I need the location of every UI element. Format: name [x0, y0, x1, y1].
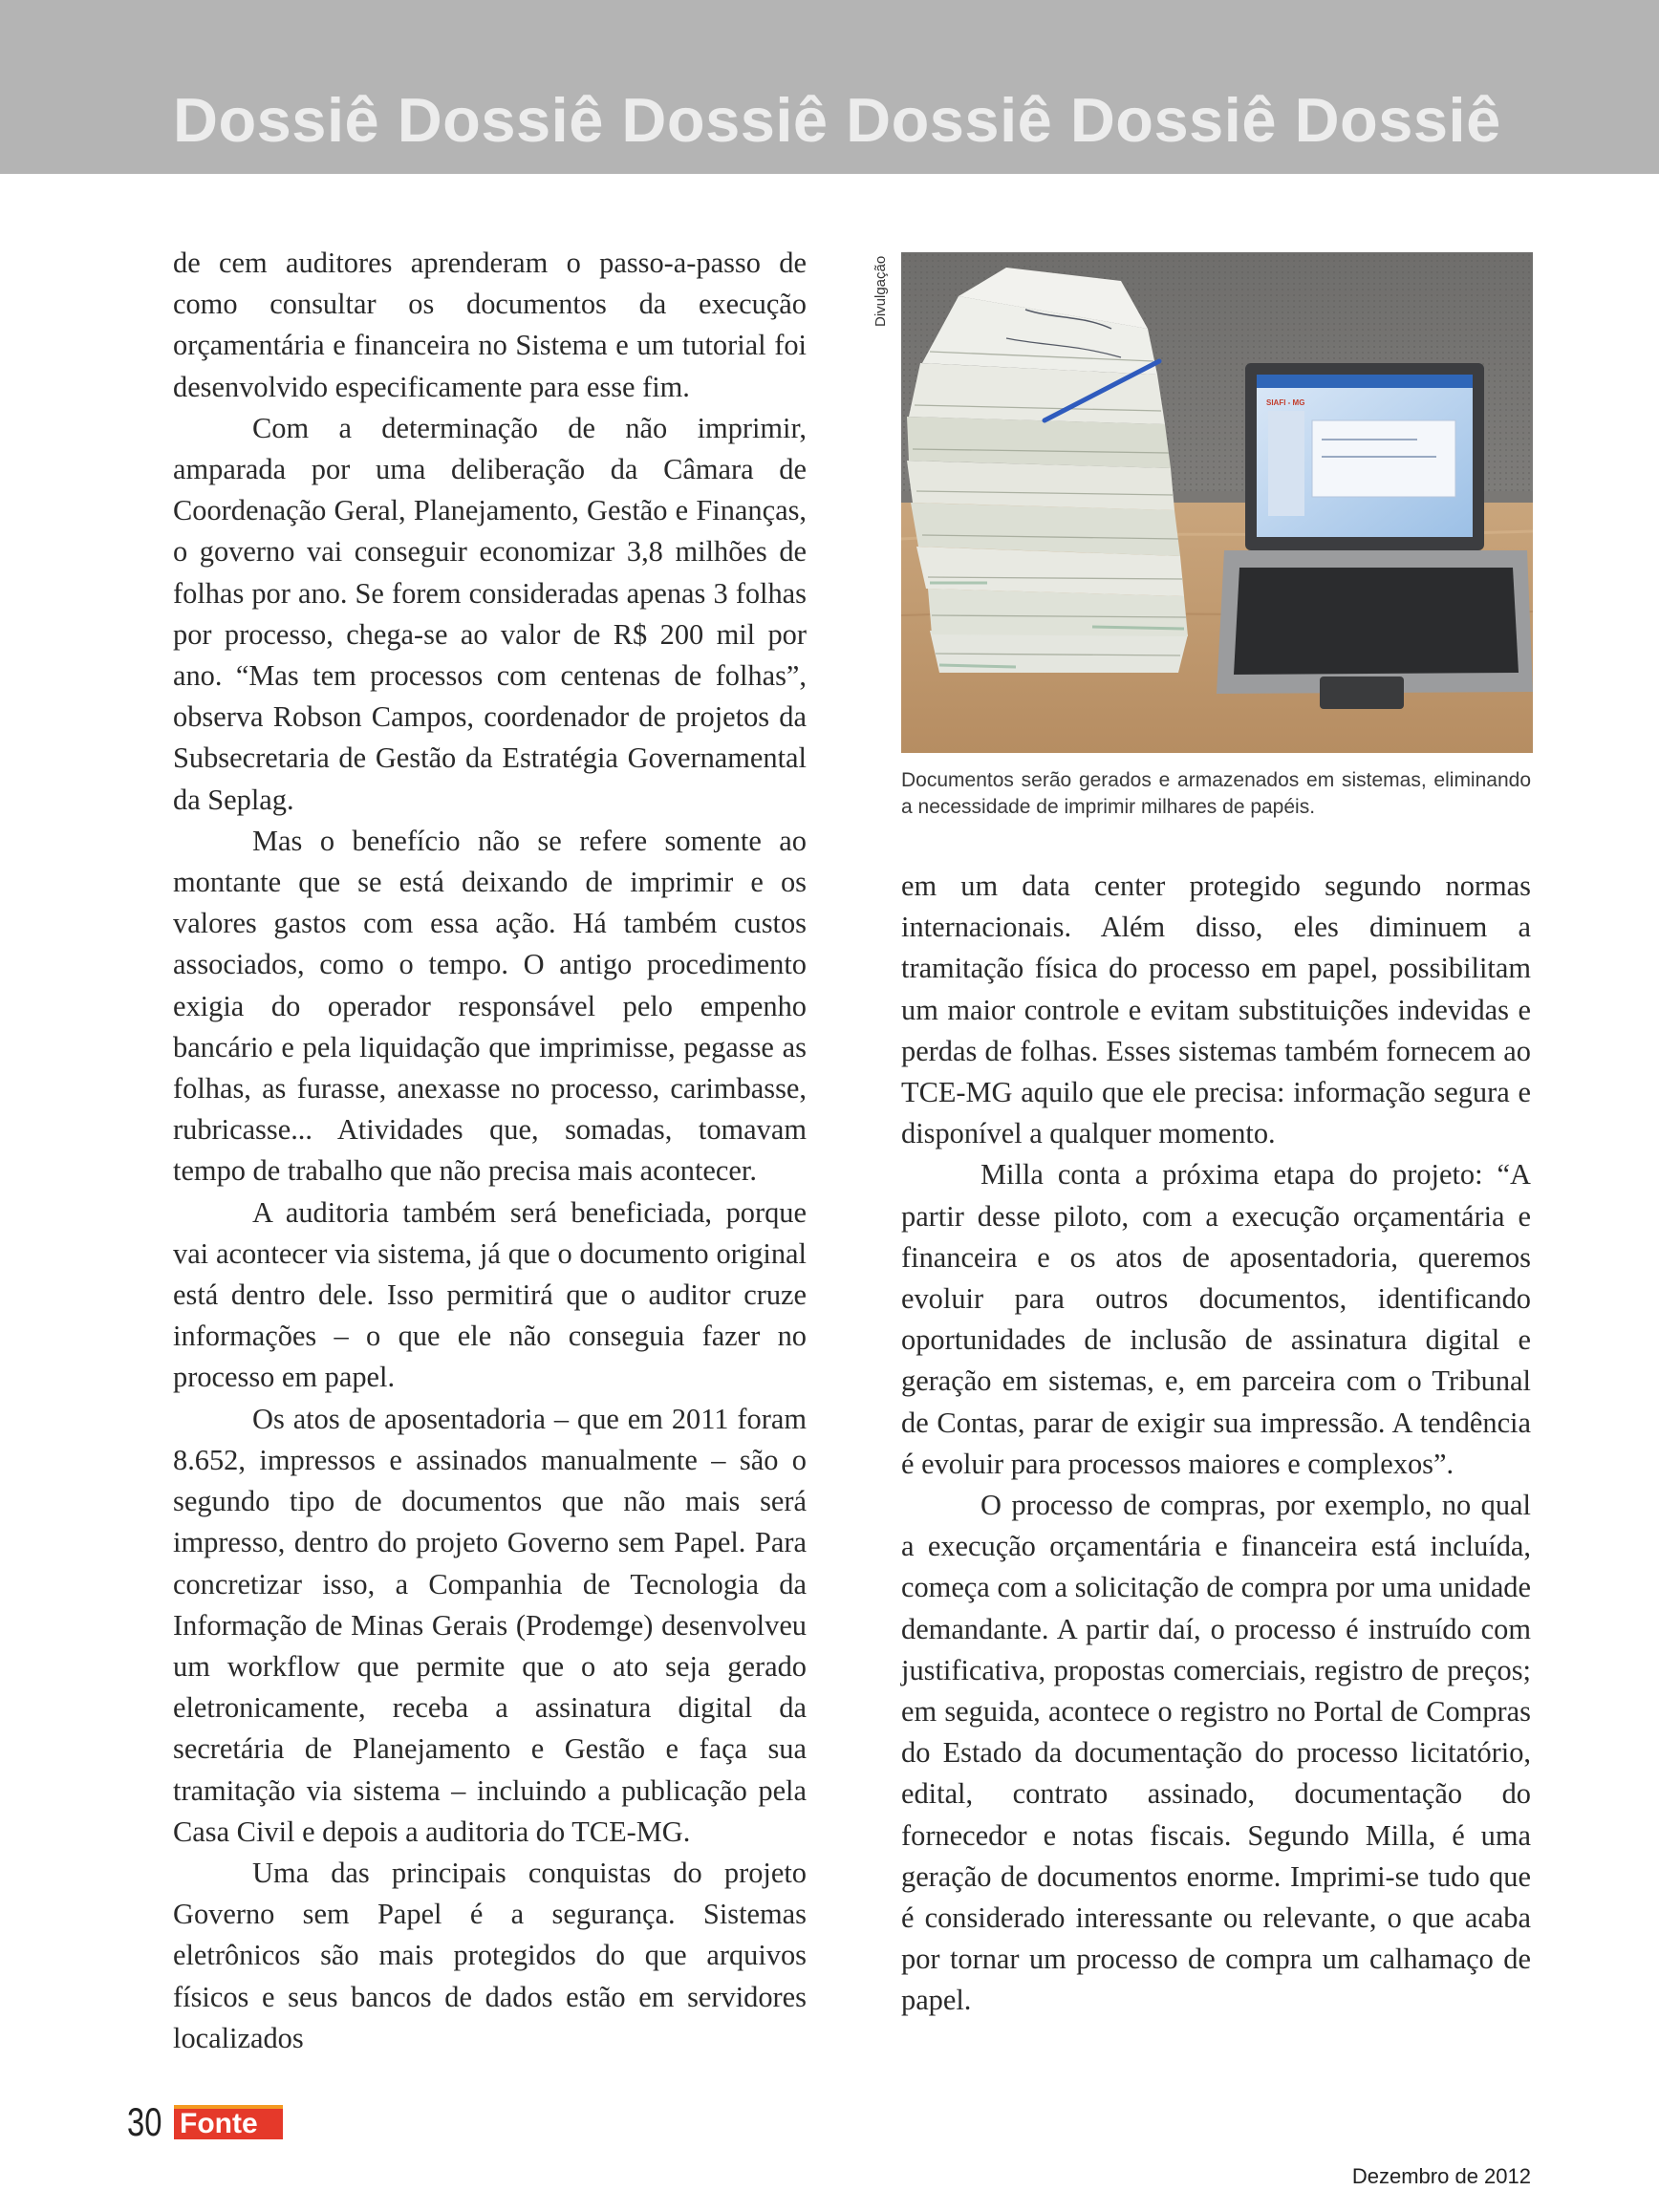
article-paragraph: Os atos de aposentadoria – que em 2011 foram 8.652, impressos e assinados manualmente – são o segundo tipo de documentos que não mais será impresso, dentro do projeto Governo sem Papel. Para concretizar isso, a Companhia de Tecnologia da Informação de Minas Gerais (Prodemge) desenvolveu um workflow que permite que o ato seja gerado eletronicamente, receba a assinatura digital da secretária de Planejamento e Gestão e faça sua tramitação via sistema – incluindo a publicação pela Casa Civil e depois a auditoria do TCE-MG.	[173, 1402, 807, 1848]
article-paragraph: Mas o benefício não se refere somente ao montante que se está deixando de imprimir e os valores gastos com essa ação. Há também custos associados, como o tempo. O antigo procedimento exigia do operador responsável pelo empenho bancário e pela liquidação que imprimisse, pegasse as folhas, as furasse, anexasse no processo, carimbasse, rubricasse... Atividades que, somadas, tomavam tempo de trabalho que não precisa mais acontecer.	[173, 824, 807, 1188]
screen-text: SIAFI - MG	[1266, 398, 1305, 407]
article-paragraph: Com a determinação de não imprimir, amparada por uma deliberação da Câmara de Coordenação Geral, Planejamento, Gestão e Finanças, o governo vai conseguir economizar 3,8 milhões de folhas por ano. Se forem consideradas apenas 3 folhas por processo, chega-se ao valor de R$ 200 mil por ano. “Mas tem processos com centenas de folhas”, observa Robson Campos, coordenador de projetos da Subsecretaria de Gestão da Estratégia Governamental da Seplag.	[173, 411, 807, 816]
magazine-logo	[174, 2105, 283, 2139]
left-article-column	[173, 243, 807, 2059]
paper-stack	[907, 268, 1188, 673]
article-paragraph: de cem auditores aprenderam o passo-a-passo de como consultar os documentos da execução orçamentária e financeira no Sistema e um tutorial foi desenvolvido especificamente para esse fim.	[173, 247, 807, 403]
section-title: Dossiê Dossiê Dossiê Dossiê Dossiê Dossiê	[173, 85, 1501, 155]
article-paragraph: Milla conta a próxima etapa do projeto: “A partir desse piloto, com a execução orçamentária e financeira e os atos de aposentadoria, queremos evoluir para outros documentos, identificando oportunidades de inclusão de assinatura digital e geração em sistemas, e, em parceira com o Tribunal de Contas, parar de exigir sua impressão. A tendência é evoluir para processos maiores e complexos”.	[901, 1158, 1531, 1480]
article-paragraph: em um data center protegido segundo normas internacionais. Além disso, eles diminuem a tramitação física do processo em papel, possibilitam um maior controle e evitam substituições indevidas e perdas de folhas. Esses sistemas também fornecem ao TCE-MG aquilo que ele precisa: informação segura e disponível a qualquer momento.	[901, 870, 1531, 1150]
photo-caption: Documentos serão gerados e armazenados em sistemas, eliminando a necessidade de imprimir milhares de papéis.	[901, 769, 1531, 818]
right-article-column	[901, 866, 1531, 2022]
article-paragraph: O processo de compras, por exemplo, no qual a execução orçamentária e financeira está incluída, começa com a solicitação de compra por uma unidade demandante. A partir daí, o processo é instruído com justificativa, propostas comerciais, registro de preços; em seguida, acontece o registro no Portal de Compras do Estado da documentação do processo licitatório, edital, contrato assinado, documentação do fornecedor e notas fiscais. Segundo Milla, é uma geração de documentos enorme. Imprimi-se tudo que é considerado interessante ou relevante, o que acaba por tornar um processo de compra um calhamaço de papel.	[901, 1489, 1531, 2017]
page-number: 30	[127, 2099, 162, 2144]
magazine-name: Fonte	[180, 2108, 258, 2139]
article-photo	[901, 252, 1533, 753]
article-paragraph: Uma das principais conquistas do projeto Governo sem Papel é a segurança. Sistemas eletrônicos são mais protegidos do que arquivos físicos e seus bancos de dados estão em servidores localizados	[173, 1856, 807, 2054]
issue-date: Dezembro de 2012	[1351, 2164, 1531, 2188]
photo-credit: Divulgação	[873, 255, 889, 327]
article-paragraph: A auditoria também será beneficiada, porque vai acontecer via sistema, já que o documento original está dentro dele. Isso permitirá que o auditor cruze informações – o que ele não conseguia fazer no processo em papel.	[173, 1195, 807, 1394]
